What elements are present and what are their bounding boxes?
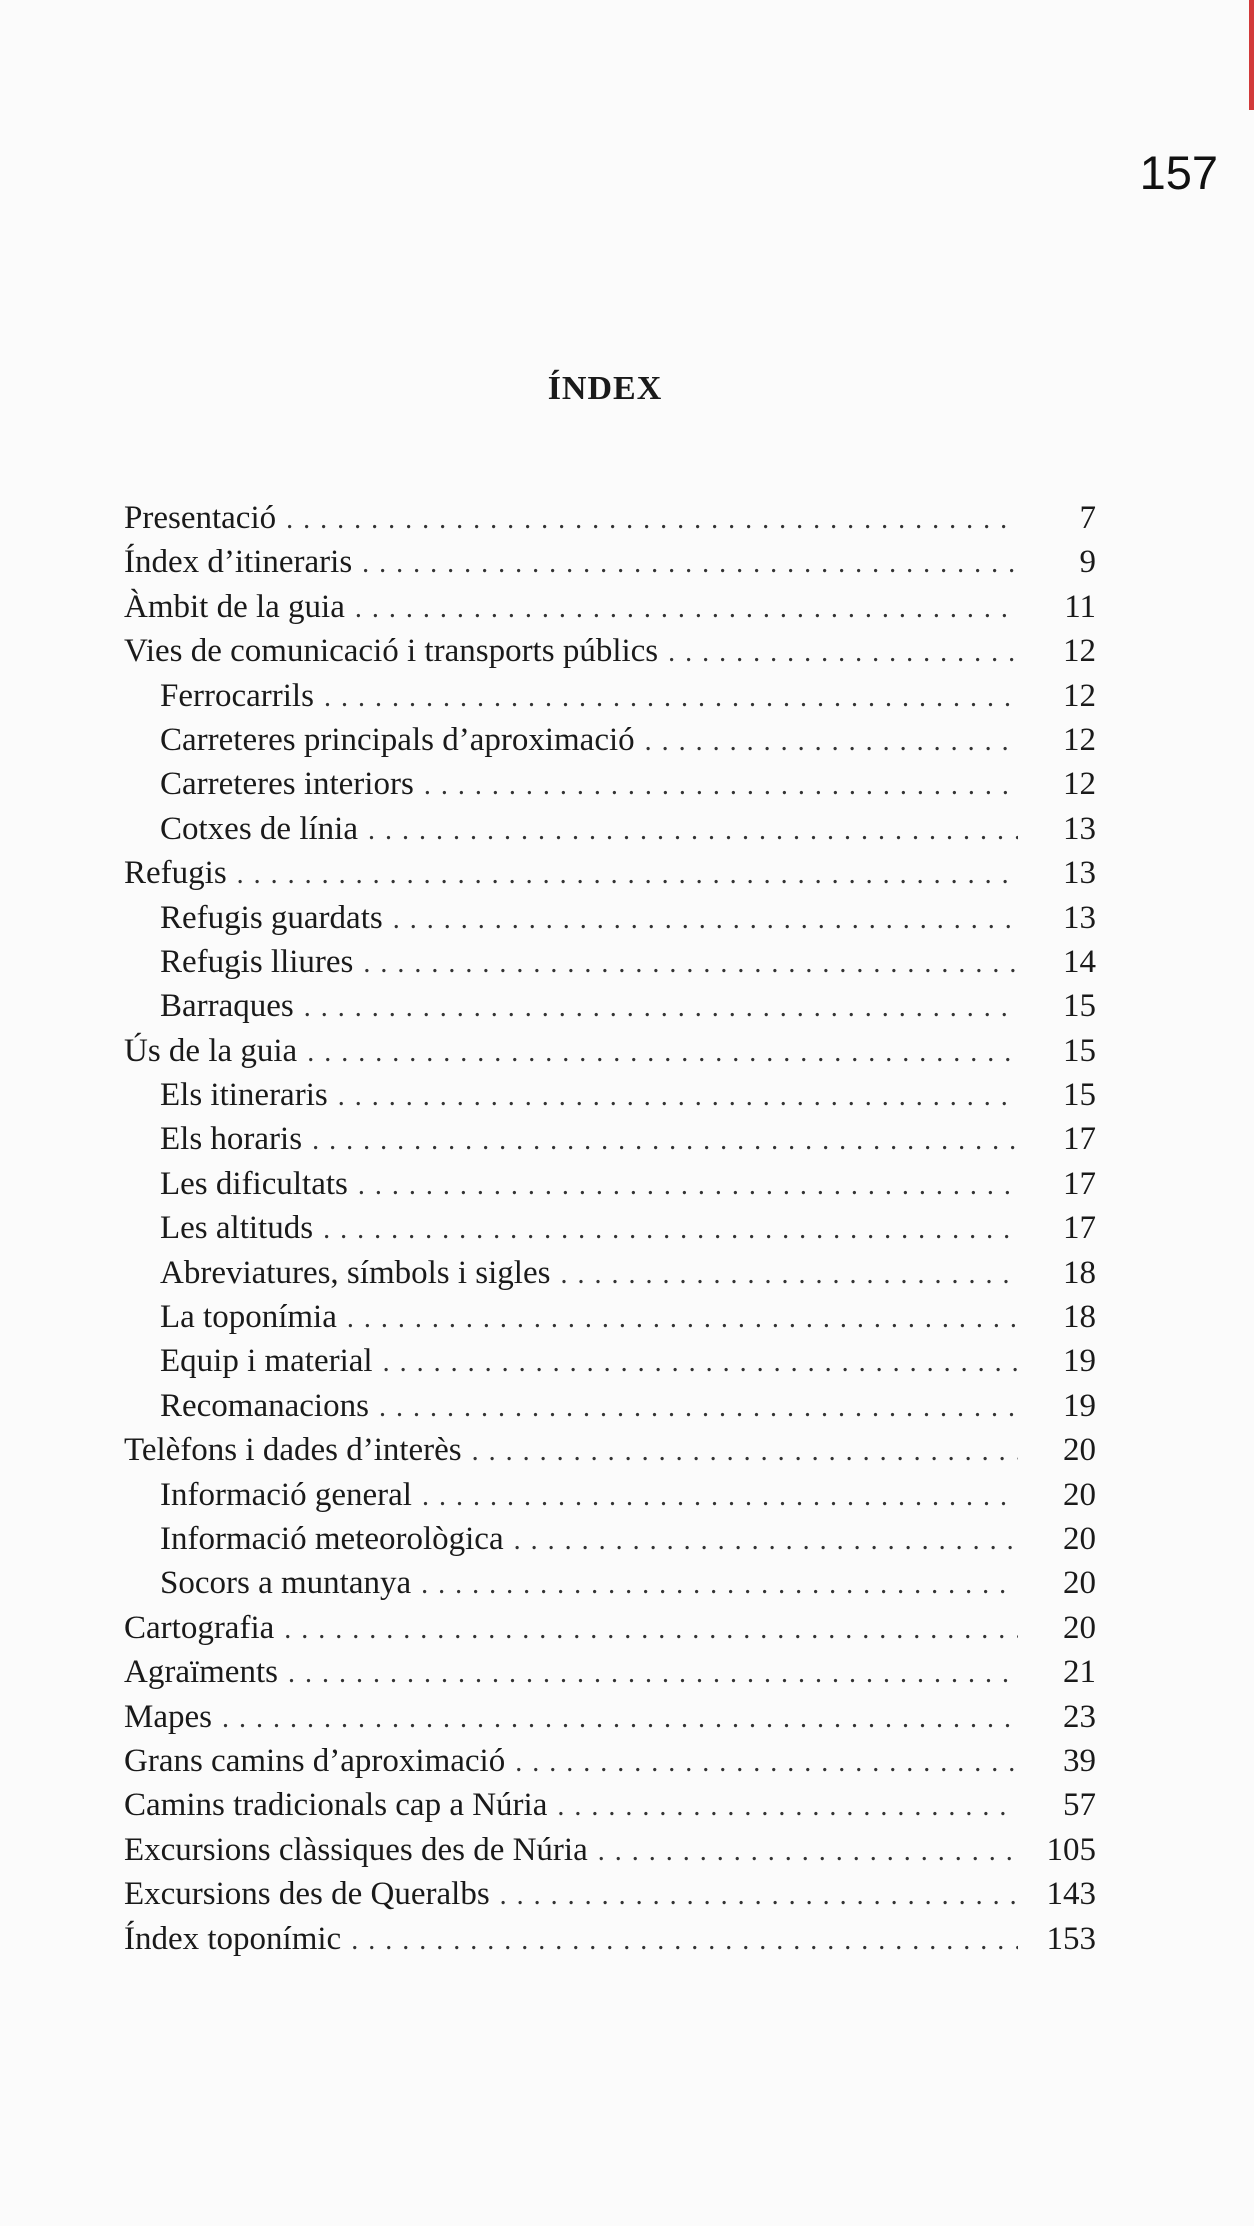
- toc-entry-page: 13: [1063, 899, 1096, 936]
- dot-leader: [421, 1563, 1018, 1607]
- toc-entry-label: Socors a muntanya: [160, 1565, 412, 1602]
- toc-entry[interactable]: [124, 1739, 1096, 1783]
- toc-entry-page: 19: [1063, 1387, 1096, 1424]
- dot-leader: [323, 1208, 1018, 1252]
- toc-entry-page: 9: [1079, 544, 1096, 581]
- dot-leader: [500, 1874, 1018, 1918]
- toc-entry-label: Ús de la guia: [124, 1032, 298, 1069]
- toc-entry-page: 13: [1063, 855, 1096, 892]
- toc-entry-page: 12: [1063, 677, 1096, 714]
- toc-entry[interactable]: [124, 585, 1096, 629]
- toc-entry-page: 12: [1063, 766, 1096, 803]
- toc-entry-label: Abreviatures, símbols i sigles: [160, 1254, 551, 1291]
- toc-entry[interactable]: [124, 629, 1096, 673]
- toc-entry[interactable]: [124, 674, 1096, 718]
- dot-leader: [237, 853, 1018, 897]
- toc-entry-page: 13: [1063, 810, 1096, 847]
- toc-entry-label: Telèfons i dades d’interès: [124, 1432, 462, 1469]
- toc-entry[interactable]: [124, 1783, 1096, 1827]
- toc-entry-page: 20: [1063, 1476, 1096, 1513]
- toc-entry[interactable]: [124, 896, 1096, 940]
- toc-entry-label: Índex d’itineraris: [124, 544, 353, 581]
- toc-entry-page: 14: [1063, 943, 1096, 980]
- dot-leader: [222, 1697, 1018, 1741]
- dot-leader: [312, 1119, 1018, 1163]
- dot-leader: [324, 676, 1018, 720]
- toc-entry[interactable]: [124, 1650, 1096, 1694]
- toc-entry-label: Àmbit de la guia: [124, 588, 345, 625]
- dot-leader: [355, 587, 1018, 631]
- toc-entry-label: Refugis: [124, 855, 227, 892]
- dot-leader: [338, 1075, 1018, 1119]
- page-number: 157: [1139, 146, 1218, 199]
- toc-entry-page: 17: [1063, 1210, 1096, 1247]
- dot-leader: [560, 1253, 1018, 1297]
- dot-leader: [422, 1475, 1018, 1519]
- dot-leader: [645, 720, 1018, 764]
- toc-entry-page: 23: [1063, 1698, 1096, 1735]
- toc-entry[interactable]: [124, 984, 1096, 1028]
- toc-entry-page: 18: [1063, 1299, 1096, 1336]
- toc-entry[interactable]: [124, 718, 1096, 762]
- toc-entry-label: Barraques: [160, 988, 294, 1025]
- toc-entry-label: Carreteres interiors: [160, 766, 414, 803]
- toc-entry-label: Recomanacions: [160, 1387, 369, 1424]
- toc-entry-label: Agraïments: [124, 1654, 278, 1691]
- toc-entry[interactable]: [124, 1162, 1096, 1206]
- toc-entry-page: 15: [1063, 1077, 1096, 1114]
- toc-entry-label: Vies de comunicació i transports públics: [124, 633, 659, 670]
- toc-entry[interactable]: [124, 1473, 1096, 1517]
- dot-leader: [286, 498, 1018, 542]
- toc-entry[interactable]: [124, 1117, 1096, 1161]
- toc-entry[interactable]: [124, 1206, 1096, 1250]
- table-of-contents: [124, 496, 1096, 1961]
- toc-entry[interactable]: [124, 851, 1096, 895]
- toc-entry-label: Presentació: [124, 500, 277, 536]
- toc-entry-page: 12: [1063, 633, 1096, 670]
- dot-leader: [304, 986, 1018, 1030]
- toc-entry-label: Les altituds: [160, 1210, 314, 1247]
- dot-leader: [284, 1608, 1018, 1652]
- dot-leader: [358, 1164, 1018, 1208]
- dot-leader: [351, 1919, 1018, 1963]
- toc-entry-page: 39: [1063, 1742, 1096, 1779]
- dot-leader: [347, 1297, 1018, 1341]
- toc-entry[interactable]: [124, 1917, 1096, 1961]
- dot-leader: [515, 1741, 1018, 1785]
- toc-entry-page: 105: [1046, 1831, 1096, 1868]
- toc-entry-page: 12: [1063, 721, 1096, 758]
- toc-entry[interactable]: [124, 1517, 1096, 1561]
- toc-entry[interactable]: [124, 1073, 1096, 1117]
- dot-leader: [393, 898, 1018, 942]
- toc-entry-label: Els horaris: [160, 1121, 303, 1158]
- dot-leader: [363, 942, 1018, 986]
- dot-leader: [362, 542, 1018, 586]
- dot-leader: [424, 764, 1018, 808]
- toc-entry[interactable]: [124, 1029, 1096, 1073]
- toc-entry-label: Excursions clàssiques des de Núria: [124, 1831, 588, 1868]
- toc-entry-page: 143: [1046, 1876, 1096, 1913]
- toc-entry[interactable]: [124, 762, 1096, 806]
- toc-entry-label: La toponímia: [160, 1299, 337, 1336]
- toc-entry-label: Carreteres principals d’aproximació: [160, 721, 635, 758]
- toc-entry-label: Índex toponímic: [124, 1920, 342, 1957]
- toc-entry[interactable]: [124, 540, 1096, 584]
- toc-entry[interactable]: [124, 940, 1096, 984]
- toc-entry-label: Cartografia: [124, 1609, 275, 1646]
- toc-entry-page: 20: [1063, 1520, 1096, 1557]
- dot-leader: [383, 1341, 1018, 1385]
- toc-entry-label: Equip i material: [160, 1343, 373, 1380]
- toc-entry-page: 17: [1063, 1121, 1096, 1158]
- toc-entry-page: 11: [1064, 588, 1096, 625]
- toc-entry-label: Refugis guardats: [160, 899, 383, 936]
- toc-entry-label: Mapes: [124, 1698, 212, 1735]
- toc-entry-page: 21: [1063, 1654, 1096, 1691]
- dot-leader: [368, 809, 1018, 853]
- toc-entry-page: 20: [1063, 1609, 1096, 1646]
- toc-entry[interactable]: [124, 1339, 1096, 1383]
- toc-entry[interactable]: [124, 807, 1096, 851]
- toc-entry[interactable]: [124, 1828, 1096, 1872]
- toc-entry-page: 15: [1063, 1032, 1096, 1069]
- toc-entry[interactable]: [124, 496, 1096, 540]
- toc-entry-label: Els itineraris: [160, 1077, 328, 1114]
- dot-leader: [514, 1519, 1018, 1563]
- page-title: ÍNDEX: [547, 370, 663, 407]
- toc-entry-label: Ferrocarrils: [160, 677, 314, 714]
- dot-leader: [668, 631, 1018, 675]
- toc-entry-page: 15: [1063, 988, 1096, 1025]
- toc-entry[interactable]: [124, 1561, 1096, 1605]
- toc-entry-page: 20: [1063, 1565, 1096, 1602]
- dot-leader: [557, 1785, 1018, 1829]
- toc-entry-page: 20: [1063, 1432, 1096, 1469]
- page-edge-mark: [1249, 0, 1254, 110]
- toc-entry-page: 57: [1063, 1787, 1096, 1824]
- dot-leader: [379, 1386, 1018, 1430]
- toc-entry[interactable]: [124, 1251, 1096, 1295]
- toc-entry-page: 7: [1079, 500, 1096, 536]
- toc-entry-page: 19: [1063, 1343, 1096, 1380]
- toc-entry-label: Refugis lliures: [160, 943, 354, 980]
- dot-leader: [288, 1652, 1018, 1696]
- toc-entry-page: 17: [1063, 1165, 1096, 1202]
- toc-entry-page: 18: [1063, 1254, 1096, 1291]
- toc-entry-label: Les dificultats: [160, 1165, 348, 1202]
- toc-entry-label: Informació meteorològica: [160, 1520, 504, 1557]
- toc-entry[interactable]: [124, 1695, 1096, 1739]
- toc-entry-page: 153: [1046, 1920, 1096, 1957]
- toc-entry-label: Informació general: [160, 1476, 412, 1513]
- toc-entry[interactable]: [124, 1606, 1096, 1650]
- toc-entry-label: Camins tradicionals cap a Núria: [124, 1787, 548, 1824]
- toc-entry[interactable]: [124, 1872, 1096, 1916]
- toc-entry-label: Cotxes de línia: [160, 810, 358, 847]
- toc-entry[interactable]: [124, 1295, 1096, 1339]
- dot-leader: [598, 1830, 1018, 1874]
- toc-entry[interactable]: [124, 1428, 1096, 1472]
- dot-leader: [307, 1031, 1018, 1075]
- toc-entry[interactable]: [124, 1384, 1096, 1428]
- dot-leader: [472, 1430, 1018, 1474]
- toc-entry-label: Grans camins d’aproximació: [124, 1742, 506, 1779]
- toc-entry-label: Excursions des de Queralbs: [124, 1876, 490, 1913]
